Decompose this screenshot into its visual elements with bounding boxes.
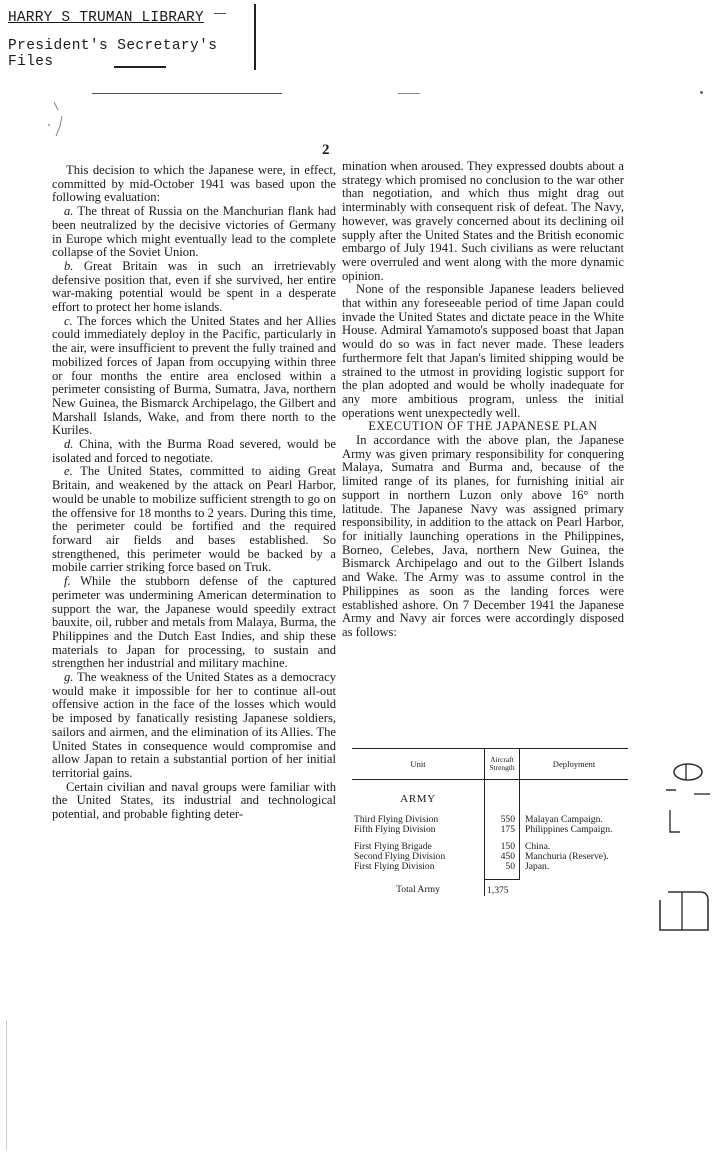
- strength-cell: 50: [485, 862, 520, 872]
- strength-cell: 150: [485, 842, 520, 852]
- table-row: [352, 862, 628, 872]
- column-header-deployment: Deployment: [520, 749, 629, 780]
- paragraph-text: The threat of Russia on the Manchurian flank had been neutralized by the decisive victories of Germany in Europe which might eventually lead to the complete collapse of the Soviet Union.: [52, 204, 336, 260]
- column-header-unit: Unit: [352, 749, 485, 780]
- paragraph-text: None of the responsible Japanese leaders believed that within any foreseeable period of time Japan could invade the United States and dictate peace in the White House. Admiral Yamamoto's supposed boast that Japan would do so was in fact never made. These leaders furthermore felt that Japan's limited shipping would be strained to the utmost in providing logistic support for the plan adopted and would be wholly inadequate for any more ambitious program, unless the initial operations went unexpectedly well.: [342, 282, 624, 420]
- strength-cell: 450: [485, 852, 520, 862]
- left-column: [52, 164, 336, 822]
- collection-name: President's Secretary's Files: [8, 38, 218, 70]
- air-forces-table: [352, 748, 628, 896]
- header-rule: [92, 93, 282, 94]
- deployment-cell: Malayan Campaign.: [525, 813, 603, 825]
- paragraph: [52, 465, 336, 575]
- table-row: [352, 825, 628, 835]
- unit-cell: Second Flying Division: [354, 851, 446, 863]
- paragraph: [52, 205, 336, 260]
- paragraph-text: This decision to which the Japanese were, in effect, committed by mid-October 1941 was based upon the following evaluation:: [52, 163, 336, 205]
- section-heading: EXECUTION OF THE JAPANESE PLAN: [368, 419, 598, 434]
- scan-mark: [44, 100, 72, 140]
- total-row: [352, 879, 628, 896]
- unit-cell: First Flying Brigade: [354, 840, 432, 852]
- stamp-underline: [114, 66, 166, 68]
- paragraph-text: The United States, committed to aiding Great Britain, and weakened by the attack on Pearl Harbor, would be unable to mobilize sufficient strength to go on the offensive for 18 months to 2 years. During this time, the perimeter could be fortified and the required forward air fields and bases established. So strengthened, this perimeter would be backed by a mobile carrier striking force based on Truk.: [52, 464, 336, 575]
- table-header-row: [352, 749, 628, 780]
- deployment-cell: China.: [525, 840, 551, 852]
- deployment-cell: Philippines Campaign.: [525, 824, 613, 836]
- item-label: c.: [64, 313, 73, 328]
- column-header-strength: Aircraft Strength: [485, 749, 520, 780]
- deployment-cell: Japan.: [525, 861, 550, 873]
- archive-stamp-marks: [650, 760, 712, 950]
- section-label: ARMY: [400, 793, 436, 806]
- paragraph-text: The forces which the United States and her Allies could immediately deploy in the Pacific, particularly in the air, were insufficient to prevent the fully trained and mobilized forces of Japan from occupying within three or four months the entire area enclosed within a perimeter consisting of Burma, Sumatra, Java, northern New Guinea, the Bismarck Archipelago, the Gilbert and Marshall Islands, Wake, and from there north to the Kuriles.: [52, 313, 336, 438]
- paragraph: [342, 160, 624, 283]
- paragraph: [52, 438, 336, 465]
- page-edge-mark: [6, 1020, 7, 1150]
- strength-cell: 175: [485, 825, 520, 835]
- paragraph-text: China, with the Burma Road severed, would be isolated and forced to negotiate.: [52, 437, 336, 465]
- item-label: f.: [64, 574, 71, 589]
- header-rule-fragment: [398, 93, 420, 94]
- item-label: a.: [64, 204, 74, 219]
- paragraph: [52, 671, 336, 781]
- unit-cell: Third Flying Division: [354, 813, 439, 825]
- deployment-cell: Manchuria (Reserve).: [525, 851, 609, 863]
- stamp-mark: [214, 13, 226, 14]
- page-number: 2: [322, 142, 330, 158]
- paragraph: [52, 575, 336, 671]
- paragraph: [52, 260, 336, 315]
- item-label: e.: [64, 464, 73, 479]
- right-column: [342, 160, 624, 640]
- item-label: d.: [64, 437, 74, 452]
- paragraph-text: mination when aroused. They expressed doubts about a strategy which promised no conclusion to the war other than negotiation, and which thus might drag out interminably with consequent risk of defeat. The Navy, however, was gravely concerned about its declining oil supply after the United States and the British economic embargo of July 1941. Such civilians as were reluctant were overruled and went along with the more dynamic opinion.: [342, 159, 624, 283]
- paragraph-text: In accordance with the above plan, the Japanese Army was given primary responsibility for conquering Malaya, Sumatra and Burma and, because of the limited range of its planes, for furnishing initial air support in northern Luzon only above 16° north latitude. The Japanese Navy was assigned primary responsibility, in addition to the attack on Pearl Harbor, for initially launching operations in the Philippines, Borneo, Celebes, Java, northern New Guinea, the Bismarck Archipelago and out to the Gilbert Islands and Wake. The Army was to assume control in the Philippines as soon as the landing forces were established ashore. On 7 December 1941 the Japanese Army and Navy air forces were accordingly disposed as follows:: [342, 433, 624, 639]
- paragraph-text: Great Britain was in such an irretrievably defensive position that, even if she survived, her entire war-making potential would be spent in a desperate effort to protect her home islands.: [52, 258, 336, 315]
- unit-cell: First Flying Division: [354, 861, 435, 873]
- paragraph: [52, 164, 336, 205]
- paragraph: [342, 283, 624, 420]
- strength-cell: 550: [485, 815, 520, 825]
- item-label: b.: [64, 258, 74, 273]
- item-label: g.: [64, 670, 74, 685]
- library-stamp: [6, 4, 262, 70]
- paragraph: [52, 315, 336, 438]
- unit-cell: Fifth Flying Division: [354, 824, 436, 836]
- total-label: Total Army: [396, 884, 440, 896]
- section-row: [352, 780, 628, 815]
- stamp-border: [254, 4, 256, 70]
- paragraph: [342, 434, 624, 640]
- library-name: HARRY S TRUMAN LIBRARY: [8, 10, 204, 26]
- paragraph-text: While the stubborn defense of the captured perimeter was undermining American determination to support the war, the Japanese would speedily extract bauxite, oil, rubber and metals from Malaya, Burma, the Philippines and the Dutch East Indies, and ship these materials to Japan for processing, to sustain and strengthen her industrial and military machine.: [52, 574, 336, 671]
- paragraph-text: The weakness of the United States as a democracy would make it impossible for her to continue all-out offensive action in the face of the losses which would be imposed by fanatically resisting Japanese soldiers, sailors and airmen, and the elimination of its Allies. The United States in consequence would compromise and allow Japan to retain a substantial portion of her initial territorial gains.: [52, 670, 336, 780]
- page-speck: [700, 91, 703, 94]
- total-strength: 1,375: [485, 879, 520, 896]
- paragraph: [52, 781, 336, 822]
- paragraph-text: Certain civilian and naval groups were familiar with the United States, its industrial and technological potential, and probable fighting deter-: [52, 779, 336, 822]
